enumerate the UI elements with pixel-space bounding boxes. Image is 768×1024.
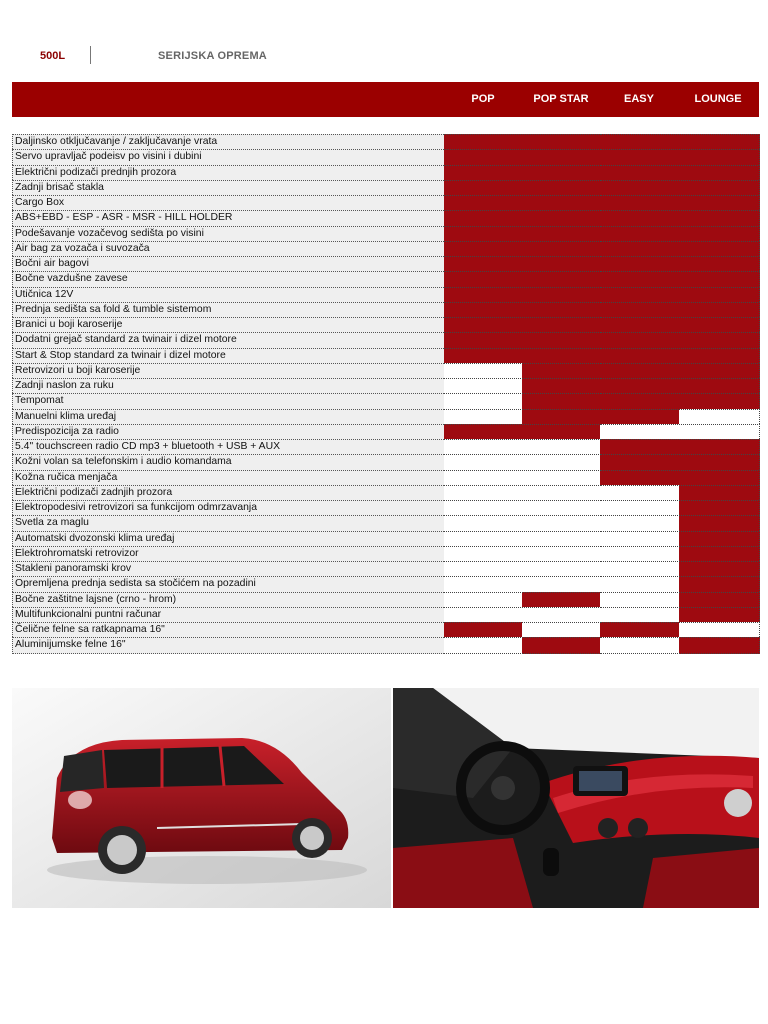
car-exterior-image — [12, 688, 391, 908]
cell-pop-not-included — [444, 515, 523, 530]
table-row — [12, 393, 759, 408]
cell-pop-standard — [444, 226, 523, 241]
cell-pop-star-standard — [522, 195, 601, 210]
cell-pop-not-included — [444, 485, 523, 500]
cell-lounge-not-included — [679, 424, 760, 439]
cell-pop-star-standard — [522, 424, 601, 439]
cell-lounge-standard — [679, 149, 760, 164]
cell-easy-not-included — [600, 637, 680, 653]
feature-label: Servo upravljač podeisv po visini i dubini — [12, 149, 446, 164]
table-row — [12, 500, 759, 515]
cell-pop-standard — [444, 287, 523, 302]
cell-lounge-standard — [679, 576, 760, 591]
feature-label: Cargo Box — [12, 195, 446, 210]
cell-lounge-not-included — [679, 622, 760, 637]
table-row — [12, 378, 759, 393]
table-row — [12, 256, 759, 271]
cell-pop-standard — [444, 622, 523, 637]
cell-pop-star-standard — [522, 241, 601, 256]
cell-easy-not-included — [600, 485, 680, 500]
feature-label: Bočne vazdušne zavese — [12, 271, 446, 286]
cell-easy-not-included — [600, 592, 680, 607]
feature-label: Kožni volan sa telefonskim i audio komandama — [12, 454, 446, 469]
feature-label: Elektropodesivi retrovizori sa funkcijom odmrzavanja — [12, 500, 446, 515]
cell-easy-not-included — [600, 500, 680, 515]
cell-easy-standard — [600, 622, 680, 637]
cell-lounge-standard — [679, 592, 760, 607]
cell-easy-standard — [600, 332, 680, 347]
feature-label: Opremljena prednja sedista sa stočićem na pozadini — [12, 576, 446, 591]
feature-label: Dodatni grejač standard za twinair i dizel motore — [12, 332, 446, 347]
cell-pop-standard — [444, 149, 523, 164]
feature-label: Aluminijumske felne 16" — [12, 637, 446, 653]
cell-pop-standard — [444, 165, 523, 180]
cell-lounge-standard — [679, 607, 760, 622]
cell-pop-standard — [444, 332, 523, 347]
cell-lounge-standard — [679, 317, 760, 332]
cell-easy-standard — [600, 195, 680, 210]
cell-pop-standard — [444, 256, 523, 271]
cell-easy-standard — [600, 149, 680, 164]
cell-lounge-standard — [679, 332, 760, 347]
cell-easy-standard — [600, 226, 680, 241]
cell-easy-not-included — [600, 607, 680, 622]
cell-easy-standard — [600, 439, 680, 454]
cell-lounge-standard — [679, 195, 760, 210]
cell-lounge-standard — [679, 561, 760, 576]
cell-lounge-standard — [679, 500, 760, 515]
cell-pop-star-not-included — [522, 470, 601, 485]
table-row — [12, 531, 759, 546]
cell-lounge-standard — [679, 378, 760, 393]
cell-lounge-standard — [679, 302, 760, 317]
cell-pop-star-standard — [522, 210, 601, 225]
feature-label: Čelične felne sa ratkapnama 16" — [12, 622, 446, 637]
model-name: 500L — [40, 50, 66, 62]
cell-easy-standard — [600, 256, 680, 271]
table-row — [12, 149, 759, 164]
cell-lounge-standard — [679, 287, 760, 302]
cell-easy-not-included — [600, 546, 680, 561]
feature-label: Tempomat — [12, 393, 446, 408]
cell-pop-star-not-included — [522, 500, 601, 515]
table-row — [12, 226, 759, 241]
cell-pop-standard — [444, 134, 523, 149]
cell-easy-standard — [600, 470, 680, 485]
cell-pop-star-not-included — [522, 622, 601, 637]
cell-pop-star-standard — [522, 409, 601, 424]
cell-pop-star-standard — [522, 271, 601, 286]
section-title: SERIJSKA OPREMA — [158, 50, 267, 62]
cell-lounge-standard — [679, 531, 760, 546]
table-row — [12, 485, 759, 500]
feature-label: Bočni air bagovi — [12, 256, 446, 271]
cell-lounge-standard — [679, 348, 760, 363]
cell-pop-star-not-included — [522, 485, 601, 500]
cell-pop-standard — [444, 302, 523, 317]
cell-pop-star-not-included — [522, 561, 601, 576]
cell-pop-star-not-included — [522, 607, 601, 622]
cell-pop-standard — [444, 271, 523, 286]
cell-pop-standard — [444, 180, 523, 195]
cell-lounge-standard — [679, 393, 760, 408]
cell-pop-star-not-included — [522, 531, 601, 546]
cell-pop-not-included — [444, 393, 523, 408]
table-row — [12, 302, 759, 317]
table-row — [12, 470, 759, 485]
header-divider — [90, 46, 91, 64]
cell-easy-standard — [600, 393, 680, 408]
cell-pop-star-standard — [522, 287, 601, 302]
cell-easy-standard — [600, 271, 680, 286]
cell-easy-standard — [600, 317, 680, 332]
table-row — [12, 180, 759, 195]
table-row — [12, 271, 759, 286]
cell-lounge-not-included — [679, 409, 760, 424]
cell-lounge-standard — [679, 439, 760, 454]
feature-label: Zadnji brisač stakla — [12, 180, 446, 195]
table-row — [12, 287, 759, 302]
cell-pop-not-included — [444, 363, 523, 378]
cell-pop-star-standard — [522, 302, 601, 317]
cell-easy-standard — [600, 241, 680, 256]
table-row — [12, 332, 759, 347]
cell-lounge-standard — [679, 180, 760, 195]
feature-label: Prednja sedišta sa fold & tumble sistemom — [12, 302, 446, 317]
cell-pop-not-included — [444, 637, 523, 653]
trim-header-banner — [12, 82, 759, 117]
cell-easy-standard — [600, 210, 680, 225]
column-header-pop-star: POP STAR — [533, 93, 589, 105]
cell-pop-not-included — [444, 561, 523, 576]
feature-label: Start & Stop standard za twinair i dizel motore — [12, 348, 446, 363]
table-row — [12, 409, 759, 424]
cell-easy-not-included — [600, 515, 680, 530]
cell-easy-standard — [600, 302, 680, 317]
cell-lounge-standard — [679, 515, 760, 530]
feature-label: 5.4" touchscreen radio CD mp3 + bluetooth + USB + AUX — [12, 439, 446, 454]
cell-pop-star-not-included — [522, 439, 601, 454]
feature-label: Električni podizači prednjih prozora — [12, 165, 446, 180]
cell-pop-star-standard — [522, 393, 601, 408]
cell-pop-star-standard — [522, 256, 601, 271]
cell-pop-star-not-included — [522, 576, 601, 591]
cell-easy-standard — [600, 409, 680, 424]
cell-pop-star-not-included — [522, 546, 601, 561]
cell-pop-standard — [444, 317, 523, 332]
cell-lounge-standard — [679, 485, 760, 500]
feature-label: Električni podizači zadnjih prozora — [12, 485, 446, 500]
cell-easy-standard — [600, 165, 680, 180]
cell-pop-star-standard — [522, 363, 601, 378]
table-row — [12, 637, 759, 652]
table-row — [12, 210, 759, 225]
column-header-lounge: LOUNGE — [694, 93, 742, 105]
cell-easy-not-included — [600, 531, 680, 546]
cell-pop-not-included — [444, 439, 523, 454]
cell-pop-star-standard — [522, 592, 601, 607]
table-row — [12, 165, 759, 180]
cell-pop-star-standard — [522, 378, 601, 393]
cell-lounge-standard — [679, 165, 760, 180]
table-row — [12, 576, 759, 591]
cell-pop-not-included — [444, 470, 523, 485]
feature-label: Bočne zaštitne lajsne (crno - hrom) — [12, 592, 446, 607]
cell-easy-standard — [600, 363, 680, 378]
table-row — [12, 348, 759, 363]
cell-lounge-standard — [679, 454, 760, 469]
feature-label: Utičnica 12V — [12, 287, 446, 302]
table-row — [12, 622, 759, 637]
cell-pop-standard — [444, 210, 523, 225]
cell-lounge-standard — [679, 546, 760, 561]
table-row — [12, 592, 759, 607]
cell-pop-star-not-included — [522, 454, 601, 469]
cell-pop-not-included — [444, 576, 523, 591]
cell-easy-standard — [600, 287, 680, 302]
cell-pop-star-not-included — [522, 515, 601, 530]
feature-label: Zadnji naslon za ruku — [12, 378, 446, 393]
feature-label: Elektrohromatski retrovizor — [12, 546, 446, 561]
feature-label: Predispozicija za radio — [12, 424, 446, 439]
cell-easy-not-included — [600, 424, 680, 439]
table-row — [12, 561, 759, 576]
cell-easy-standard — [600, 348, 680, 363]
cell-easy-not-included — [600, 576, 680, 591]
cell-pop-not-included — [444, 546, 523, 561]
exterior-car-photo — [12, 688, 391, 908]
cell-lounge-standard — [679, 271, 760, 286]
cell-easy-standard — [600, 378, 680, 393]
interior-car-photo — [393, 688, 759, 908]
cell-pop-star-standard — [522, 317, 601, 332]
cell-pop-standard — [444, 348, 523, 363]
cell-pop-not-included — [444, 500, 523, 515]
cell-pop-not-included — [444, 607, 523, 622]
feature-label: Stakleni panoramski krov — [12, 561, 446, 576]
cell-easy-standard — [600, 134, 680, 149]
car-interior-image — [393, 688, 759, 908]
cell-pop-star-standard — [522, 226, 601, 241]
cell-pop-star-standard — [522, 180, 601, 195]
cell-lounge-standard — [679, 226, 760, 241]
cell-pop-standard — [444, 424, 523, 439]
feature-label: Automatski dvozonski klima uređaj — [12, 531, 446, 546]
cell-easy-standard — [600, 454, 680, 469]
cell-lounge-standard — [679, 134, 760, 149]
table-row — [12, 439, 759, 454]
table-row — [12, 424, 759, 439]
cell-pop-standard — [444, 195, 523, 210]
cell-pop-not-included — [444, 454, 523, 469]
feature-label: Air bag za vozača i suvozača — [12, 241, 446, 256]
cell-lounge-standard — [679, 256, 760, 271]
table-row — [12, 515, 759, 530]
column-header-pop: POP — [471, 93, 495, 105]
feature-label: Podešavanje vozačevog sedišta po visini — [12, 226, 446, 241]
cell-pop-star-standard — [522, 637, 601, 653]
cell-pop-star-standard — [522, 348, 601, 363]
cell-pop-star-standard — [522, 134, 601, 149]
feature-label: Multifunkcionalni puntni računar — [12, 607, 446, 622]
table-row — [12, 195, 759, 210]
cell-pop-not-included — [444, 409, 523, 424]
cell-pop-not-included — [444, 378, 523, 393]
table-row — [12, 317, 759, 332]
cell-easy-standard — [600, 180, 680, 195]
table-row — [12, 134, 759, 149]
cell-pop-standard — [444, 241, 523, 256]
feature-label: Manuelni klima uređaj — [12, 409, 446, 424]
table-row — [12, 241, 759, 256]
cell-pop-star-standard — [522, 332, 601, 347]
cell-pop-not-included — [444, 531, 523, 546]
feature-label: Branici u boji karoserije — [12, 317, 446, 332]
cell-pop-not-included — [444, 592, 523, 607]
feature-label: Retrovizori u boji karoserije — [12, 363, 446, 378]
cell-lounge-standard — [679, 241, 760, 256]
table-row — [12, 546, 759, 561]
feature-label: Daljinsko otključavanje / zaključavanje vrata — [12, 134, 446, 149]
cell-pop-star-standard — [522, 165, 601, 180]
table-row — [12, 607, 759, 622]
feature-label: Svetla za maglu — [12, 515, 446, 530]
cell-lounge-standard — [679, 210, 760, 225]
feature-label: ABS+EBD - ESP - ASR - MSR - HILL HOLDER — [12, 210, 446, 225]
cell-easy-not-included — [600, 561, 680, 576]
cell-lounge-standard — [679, 637, 760, 653]
table-row — [12, 363, 759, 378]
cell-lounge-standard — [679, 363, 760, 378]
cell-pop-star-standard — [522, 149, 601, 164]
table-row — [12, 454, 759, 469]
cell-lounge-standard — [679, 470, 760, 485]
column-header-easy: EASY — [624, 93, 654, 105]
feature-label: Kožna ručica menjača — [12, 470, 446, 485]
